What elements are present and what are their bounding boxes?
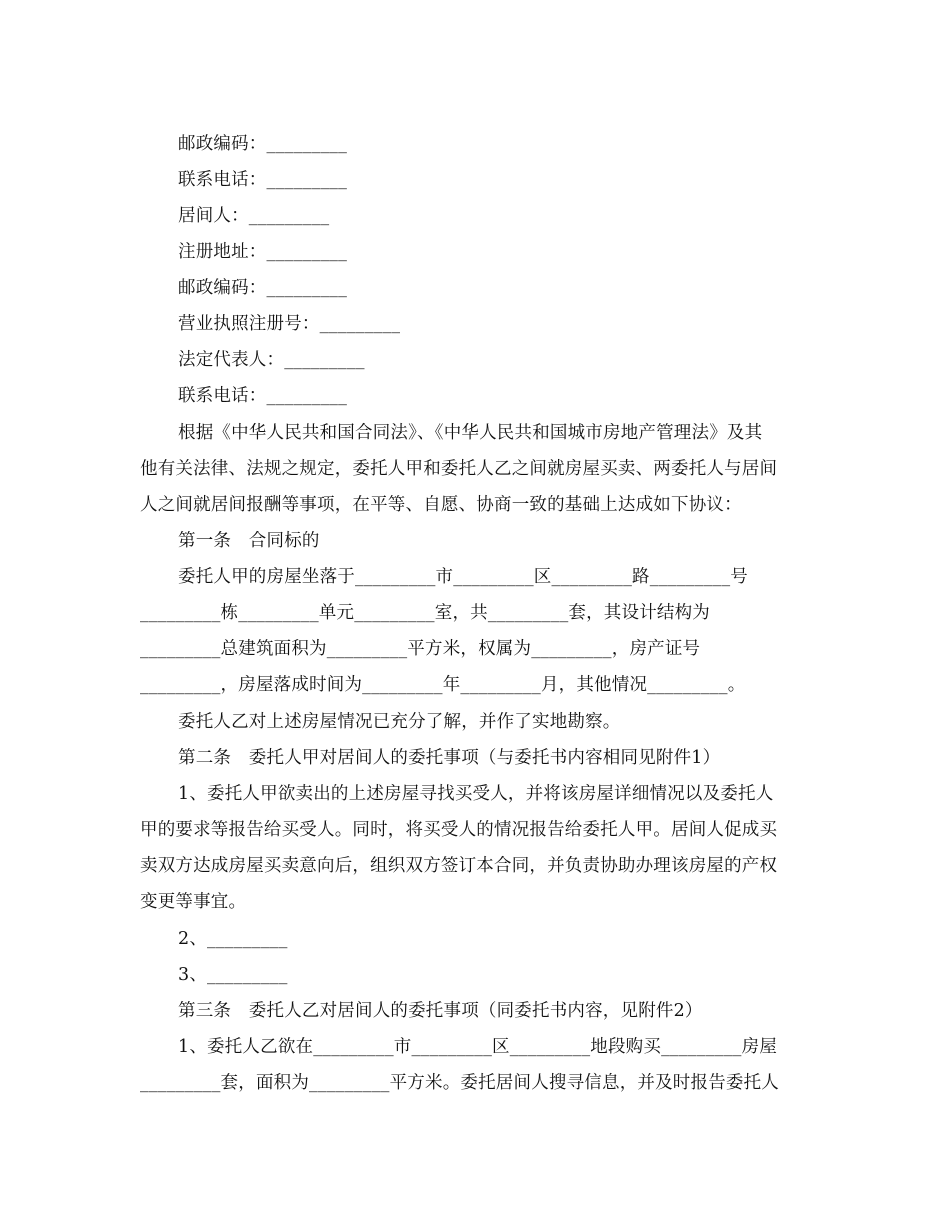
article-2-item-1-line-3: 卖双方达成房屋买卖意向后，组织双方签订本合同，并负责协助办理该房屋的产权 [140,856,778,876]
postcode-line-1: 邮政编码：_________ [178,134,348,154]
article-1-line-4: _________，房屋落成时间为_________年_________月，其他情况_________。 [140,675,746,695]
article-2-item-3: 3、_________ [178,965,288,985]
article-1-line-3: _________总建筑面积为_________平方米，权属为_________，房产证号 [140,639,701,659]
article-1-line-1: 委托人甲的房屋坐落于_________市_________区_________路_________号 [178,567,748,587]
phone-line-1: 联系电话：_________ [178,170,348,190]
preamble-line-2: 他有关法律、法规之规定，委托人甲和委托人乙之间就房屋买卖、两委托人与居间 [140,459,778,479]
article-3-item-1-line-2: _________套，面积为_________平方米。委托居间人搜寻信息，并及时报告委托人 [140,1073,779,1093]
registered-address-line: 注册地址：_________ [178,242,348,262]
preamble-line-1: 根据《中华人民共和国合同法》、《中华人民共和国城市房地产管理法》及其 [178,423,763,443]
article-2-heading: 第二条 委托人甲对居间人的委托事项（与委托书内容相同见附件1） [178,748,721,768]
article-2-item-2: 2、_________ [178,929,288,949]
article-2-item-1-line-2: 甲的要求等报告给买受人。同时，将买受人的情况报告给委托人甲。居间人促成买 [140,820,778,840]
article-1-heading: 第一条 合同标的 [178,531,320,551]
preamble-line-3: 人之间就居间报酬等事项，在平等、自愿、协商一致的基础上达成如下协议： [140,495,742,515]
business-license-line: 营业执照注册号：_________ [178,314,401,334]
article-3-heading: 第三条 委托人乙对居间人的委托事项（同委托书内容，见附件2） [178,1001,703,1021]
intermediary-line: 居间人：_________ [178,206,330,226]
phone-line-2: 联系电话：_________ [178,386,348,406]
article-2-item-1-line-1: 1、委托人甲欲卖出的上述房屋寻找买受人，并将该房屋详细情况以及委托人 [178,784,774,804]
article-1-line-5: 委托人乙对上述房屋情况已充分了解，并作了实地勘察。 [178,712,621,732]
article-2-item-1-line-4: 变更等事宜。 [140,892,247,912]
legal-representative-line: 法定代表人：_________ [178,350,365,370]
article-3-item-1-line-1: 1、委托人乙欲在_________市_________区_________地段购买_________房屋 [178,1037,778,1057]
postcode-line-2: 邮政编码：_________ [178,278,348,298]
article-1-line-2: _________栋_________单元_________室，共_________套，其设计结构为 [140,603,710,623]
